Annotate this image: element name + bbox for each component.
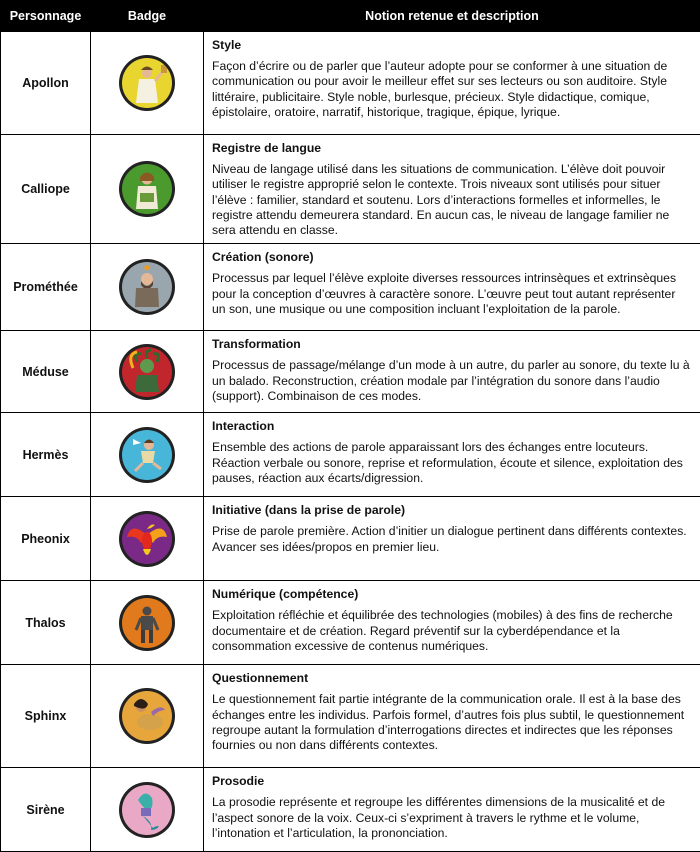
notion-cell (204, 581, 700, 665)
personnage-name: Calliope (1, 135, 91, 244)
table-row (1, 32, 700, 135)
meduse-badge-icon (117, 342, 177, 402)
notion-title: Initiative (dans la prise de parole) (212, 503, 692, 518)
header-personnage: Personnage (1, 1, 91, 32)
notion-cell (204, 135, 700, 244)
table-row (1, 665, 700, 768)
notion-cell (204, 768, 700, 852)
personnage-name: Hermès (1, 413, 91, 497)
notion-title: Questionnement (212, 671, 692, 686)
personnage-name: Thalos (1, 581, 91, 665)
apollon-badge-icon (117, 53, 177, 113)
pheonix-badge-icon (117, 509, 177, 569)
personnage-name: Prométhée (1, 244, 91, 331)
notion-description: Prise de parole première. Action d’initier un dialogue pertinent dans différents contextes. Avancer ses idées/propos en premier lieu. (212, 524, 692, 554)
badge-cell (91, 32, 204, 135)
header-row (1, 1, 700, 32)
notion-cell (204, 32, 700, 135)
table-row (1, 768, 700, 852)
sphinx-badge-icon (117, 686, 177, 746)
badge-cell (91, 244, 204, 331)
notion-cell (204, 665, 700, 768)
personnage-name: Pheonix (1, 497, 91, 581)
notion-description: Exploitation réfléchie et équilibrée des technologies (mobiles) à des fins de recherche documentaire et de création. Regard préventif sur la cyberdépendance et la consommation excessive de contenus numériques. (212, 608, 692, 654)
notion-cell (204, 497, 700, 581)
table-row (1, 135, 700, 244)
table-row (1, 581, 700, 665)
notion-title: Interaction (212, 419, 692, 434)
notion-description: Niveau de langage utilisé dans les situations de communication. L’élève doit pouvoir utiliser le registre approprié selon le contexte. Trois niveaux sont utilisés pour situer l’élève : familier, standard et soutenu. Lors d’interactions formelles et informelles, le registre attendu demeurera standard. En aucun cas, le niveau de langage familier ne sera attendu en classe. (212, 162, 692, 238)
badge-cell (91, 497, 204, 581)
header-badge: Badge (91, 1, 204, 32)
personnage-name: Méduse (1, 331, 91, 413)
notion-title: Transformation (212, 337, 692, 352)
thalos-badge-icon (117, 593, 177, 653)
personnage-name: Apollon (1, 32, 91, 135)
table-row (1, 244, 700, 331)
notion-cell (204, 244, 700, 331)
table-row (1, 331, 700, 413)
badge-cell (91, 331, 204, 413)
header-notion: Notion retenue et description (204, 1, 700, 32)
personnage-name: Sirène (1, 768, 91, 852)
badge-cell (91, 665, 204, 768)
notion-title: Création (sonore) (212, 250, 692, 265)
notion-title: Registre de langue (212, 141, 692, 156)
notion-title: Numérique (compétence) (212, 587, 692, 602)
notion-title: Style (212, 38, 692, 53)
hermes-badge-icon (117, 425, 177, 485)
badge-cell (91, 135, 204, 244)
notion-description: Processus de passage/mélange d’un mode à un autre, du parler au sonore, du texte lu à un balado. Reconstruction, création modale par l’intégration du sonore dans l’audio (support). Combinaison de ces modes. (212, 358, 692, 404)
calliope-badge-icon (117, 159, 177, 219)
sirene-badge-icon (117, 780, 177, 840)
notion-description: Ensemble des actions de parole apparaissant lors des échanges entre locuteurs. Réaction verbale ou sonore, reprise et reformulation, écoute et silence, exploitation des pauses, réaction aux écarts/digression. (212, 440, 692, 486)
table-row (1, 413, 700, 497)
notion-cell (204, 413, 700, 497)
promethee-badge-icon (117, 257, 177, 317)
badge-cell (91, 581, 204, 665)
personnage-name: Sphinx (1, 665, 91, 768)
badge-cell (91, 413, 204, 497)
notion-cell (204, 331, 700, 413)
notion-description: Processus par lequel l’élève exploite diverses ressources intrinsèques et extrinsèques pour la conception d’œuvres à caractère sonore. L’œuvre peut tout autant représenter un son, une musique ou une composition incluant l’exploitation de la parole. (212, 271, 692, 317)
notion-title: Prosodie (212, 774, 692, 789)
notion-description: Façon d’écrire ou de parler que l’auteur adopte pour se conformer à une situation de communication ou pour avoir le meilleur effet sur ses lecteurs ou son auditoire. Style littéraire, publicitaire. Style noble, burlesque, précieux. Style didactique, comique, épistolaire, oratoire, narratif, historique, tragique, épique, lyrique. (212, 59, 692, 120)
badge-cell (91, 768, 204, 852)
table-row (1, 497, 700, 581)
notion-description: La prosodie représente et regroupe les différentes dimensions de la musicalité et de l’aspect sonore de la voix. Ceux-ci s’expriment à travers le rythme et le volume, l’intonation et l’articulation, la prononciation. (212, 795, 692, 841)
notion-description: Le questionnement fait partie intégrante de la communication orale. Il est à la base des échanges entre les individus. Parfois formel, d’autres fois plus subtil, le questionnement regroupe autant la formulation d’interrogations directes et indirectes que les réponses fournies ou non dans différents contextes. (212, 692, 692, 753)
